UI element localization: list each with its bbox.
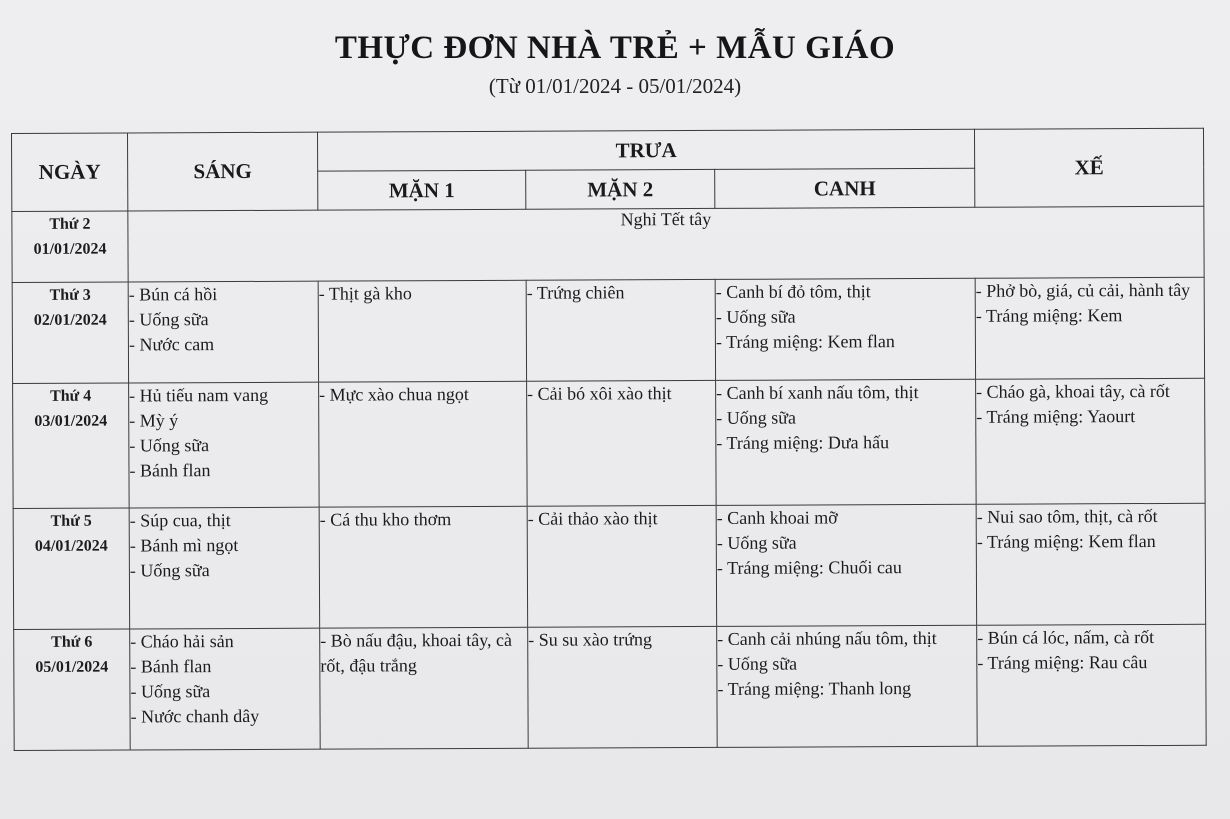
menu-item: - Uống sữa xyxy=(128,309,209,330)
header-main-2: MẶN 2 xyxy=(526,169,715,209)
header-snack: XẾ xyxy=(974,128,1203,207)
date-label: 04/01/2024 xyxy=(34,537,108,555)
soup-cell xyxy=(716,504,977,626)
menu-table xyxy=(11,128,1207,751)
menu-item: - Tráng miệng: Kem xyxy=(975,305,1123,326)
main-1-cell xyxy=(319,381,528,507)
menu-item: - Tráng miệng: Kem flan xyxy=(976,531,1156,552)
menu-item: - Bò nấu đậu, khoai tây, cà rốt, đậu trắng xyxy=(320,629,513,676)
snack-cell xyxy=(975,277,1204,379)
weekday-label: Thứ 5 xyxy=(50,512,92,530)
menu-item: - Bún cá lóc, nấm, cà rốt xyxy=(977,627,1155,648)
main-1-cell xyxy=(318,280,526,382)
menu-item: - Trứng chiên xyxy=(526,282,625,303)
soup-cell xyxy=(717,625,978,747)
date-range-subtitle: (Từ 01/01/2024 - 05/01/2024) xyxy=(488,74,742,98)
day-cell xyxy=(14,629,131,751)
menu-item: - Tráng miệng: Thanh long xyxy=(717,678,912,699)
date-label: 01/01/2024 xyxy=(33,240,107,258)
menu-item: - Uống sữa xyxy=(717,653,798,674)
snack-cell xyxy=(976,503,1206,625)
day-cell xyxy=(13,508,130,630)
menu-item: - Cá thu kho thơm xyxy=(319,509,452,530)
menu-item: - Nui sao tôm, thịt, cà rốt xyxy=(976,506,1158,527)
day-cell xyxy=(12,211,128,283)
menu-item: - Mỳ ý xyxy=(129,410,179,431)
main-2-cell xyxy=(528,626,718,748)
main-2-cell xyxy=(527,380,717,506)
page-title: THỰC ĐƠN NHÀ TRẺ + MẪU GIÁO xyxy=(334,30,896,66)
menu-item: - Bún cá hồi xyxy=(128,284,218,305)
menu-item: - Canh cải nhúng nấu tôm, thịt xyxy=(717,627,937,649)
menu-item: - Hủ tiếu nam vang xyxy=(129,384,269,406)
main-2-cell xyxy=(526,279,715,381)
header-soup: CANH xyxy=(715,168,975,208)
menu-item: - Nước cam xyxy=(128,334,215,355)
weekday-label: Thứ 4 xyxy=(50,387,92,405)
weekday-label: Thứ 2 xyxy=(49,215,91,233)
menu-item: - Súp cua, thịt xyxy=(129,510,231,531)
menu-item: - Tráng miệng: Yaourt xyxy=(976,406,1136,427)
menu-item: - Bánh flan xyxy=(130,656,212,677)
menu-item: - Thịt gà kho xyxy=(318,283,412,304)
breakfast-cell xyxy=(129,507,320,629)
menu-item: - Canh bí đỏ tôm, thịt xyxy=(715,281,871,302)
weekday-label: Thứ 6 xyxy=(51,633,93,651)
date-label: 05/01/2024 xyxy=(35,658,109,676)
menu-item: - Bánh flan xyxy=(129,460,211,481)
table-row xyxy=(13,503,1206,629)
menu-item: - Uống sữa xyxy=(715,306,796,327)
snack-cell xyxy=(976,378,1206,504)
menu-item: - Canh bí xanh nấu tôm, thịt xyxy=(716,382,919,403)
weekday-label: Thứ 3 xyxy=(49,286,91,304)
menu-item: - Nước chanh dây xyxy=(130,705,260,727)
soup-cell xyxy=(716,379,977,505)
table-row xyxy=(12,277,1204,383)
table-row xyxy=(12,206,1204,282)
soup-cell xyxy=(715,278,975,380)
date-label: 02/01/2024 xyxy=(33,311,107,329)
main-1-cell xyxy=(319,506,528,628)
menu-item: - Tráng miệng: Chuối cau xyxy=(716,557,902,578)
main-1-cell xyxy=(320,627,529,749)
holiday-cell: Nghỉ Tết tây xyxy=(128,206,1204,282)
menu-item: - Canh khoai mỡ xyxy=(716,507,838,528)
menu-item: - Bánh mì ngọt xyxy=(129,535,239,556)
menu-item: - Cải bó xôi xào thịt xyxy=(527,383,672,404)
header-main-1: MẶN 1 xyxy=(318,170,526,210)
main-2-cell xyxy=(527,505,717,627)
header-breakfast: SÁNG xyxy=(128,132,318,211)
day-cell xyxy=(12,282,128,384)
menu-item: - Su su xào trứng xyxy=(528,629,653,650)
breakfast-cell xyxy=(130,628,321,750)
breakfast-cell xyxy=(128,281,318,383)
snack-cell xyxy=(977,624,1207,746)
menu-item: - Cháo gà, khoai tây, cà rốt xyxy=(976,380,1170,402)
header-lunch: TRƯA xyxy=(317,129,974,171)
menu-item: - Mực xào chua ngọt xyxy=(319,384,469,405)
menu-item: - Uống sữa xyxy=(716,532,797,553)
breakfast-cell xyxy=(129,382,320,508)
day-cell xyxy=(13,383,130,509)
table-row xyxy=(13,378,1206,508)
menu-item: - Uống sữa xyxy=(130,681,211,702)
menu-item: - Uống sữa xyxy=(129,560,210,581)
menu-item: - Uống sữa xyxy=(716,407,797,428)
menu-item: - Uống sữa xyxy=(129,435,210,456)
date-label: 03/01/2024 xyxy=(34,412,108,430)
header-day: NGÀY xyxy=(12,133,128,212)
table-row xyxy=(14,624,1207,750)
menu-item: - Cháo hải sản xyxy=(130,631,234,652)
menu-item: - Tráng miệng: Kem flan xyxy=(715,331,895,352)
menu-item: - Cải thảo xào thịt xyxy=(527,508,658,529)
menu-item: - Phở bò, giá, củ cải, hành tây xyxy=(975,279,1191,301)
menu-item: - Tráng miệng: Dưa hấu xyxy=(716,432,890,453)
menu-item: - Tráng miệng: Rau câu xyxy=(977,652,1148,673)
